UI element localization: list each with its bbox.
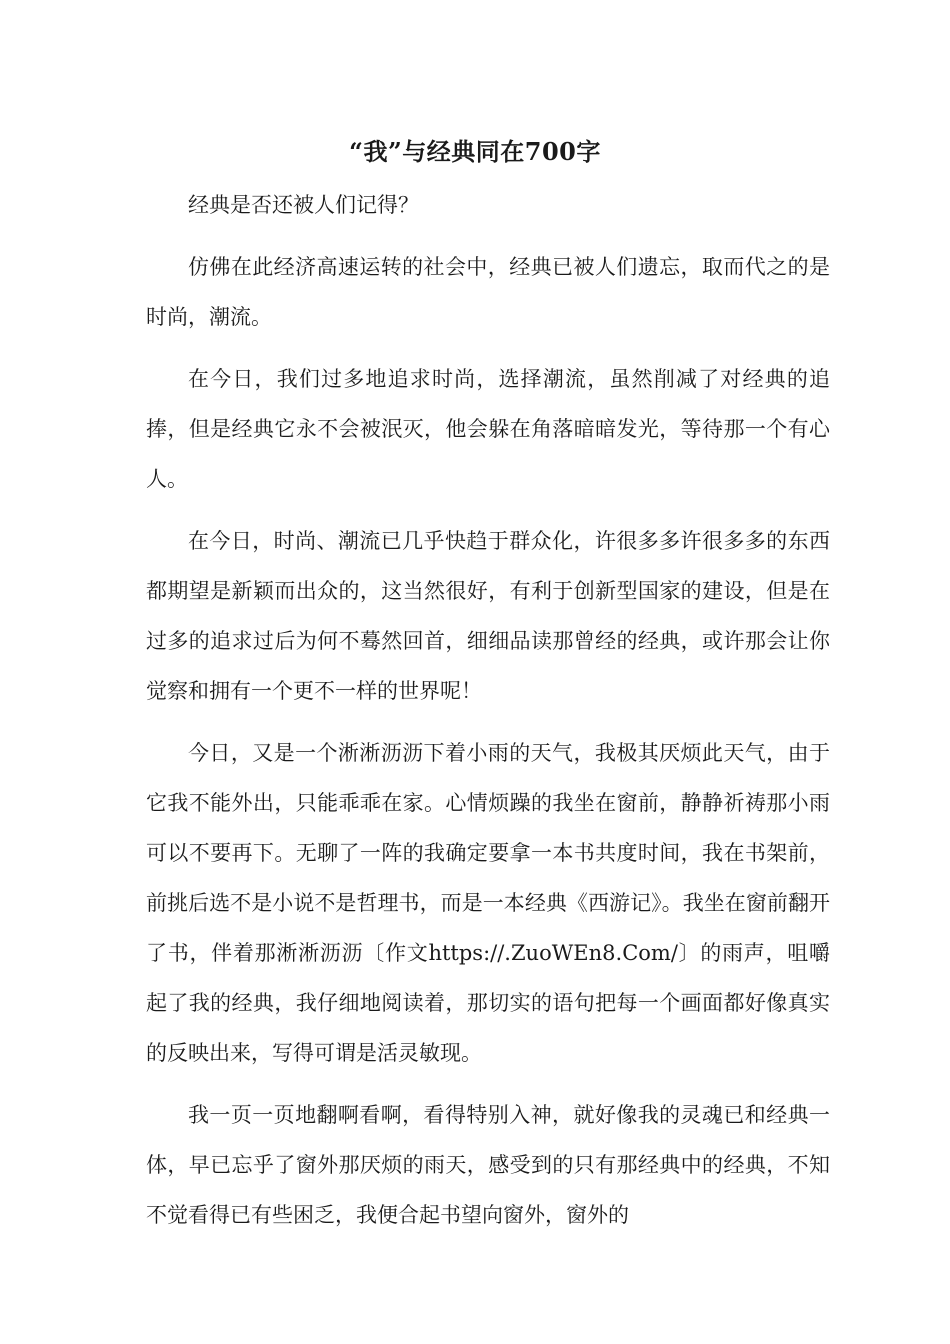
document-body <box>146 180 830 1252</box>
paragraph: 我一页一页地翻啊看啊，看得特别入神，就好像我的灵魂已和经典一体，早已忘乎了窗外那厌烦的雨天，感受到的只有那经典中的经典，不知不觉看得已有些困乏，我便合起书望向窗外，窗外的 <box>146 1103 830 1227</box>
document-title: “我”与经典同在700字 <box>349 137 601 166</box>
paragraph: 仿佛在此经济高速运转的社会中，经典已被人们遗忘，取而代之的是时尚，潮流。 <box>146 255 830 329</box>
paragraph: 在今日，我们过多地追求时尚，选择潮流，虽然削减了对经典的追捧，但是经典它永不会被泯灭，他会躲在角落暗暗发光，等待那一个有心人。 <box>146 367 830 491</box>
paragraph: 在今日，时尚、潮流已几乎快趋于群众化，许很多多许很多多的东西都期望是新颖而出众的，这当然很好，有利于创新型国家的建设，但是在过多的追求过后为何不蓦然回首，细细品读那曾经的经典，或许那会让你觉察和拥有一个更不一样的世界呢！ <box>146 529 830 703</box>
paragraph: 经典是否还被人们记得？ <box>188 193 419 217</box>
paragraph: 今日，又是一个淅淅沥沥下着小雨的天气，我极其厌烦此天气，由于它我不能外出，只能乖乖在家。心情烦躁的我坐在窗前，静静祈祷那小雨可以不要再下。无聊了一阵的我确定要拿一本书共度时间，我在书架前，前挑后选不是小说不是哲理书，而是一本经典《西游记》。我坐在窗前翻开了书，伴着那淅淅沥沥〔作文https://.ZuoWEn8.Com/〕的雨声，咀嚼起了我的经典，我仔细地阅读着，那切实的语句把每一个画面都好像真实的反映出来，写得可谓是活灵敏现。 <box>146 741 830 1065</box>
